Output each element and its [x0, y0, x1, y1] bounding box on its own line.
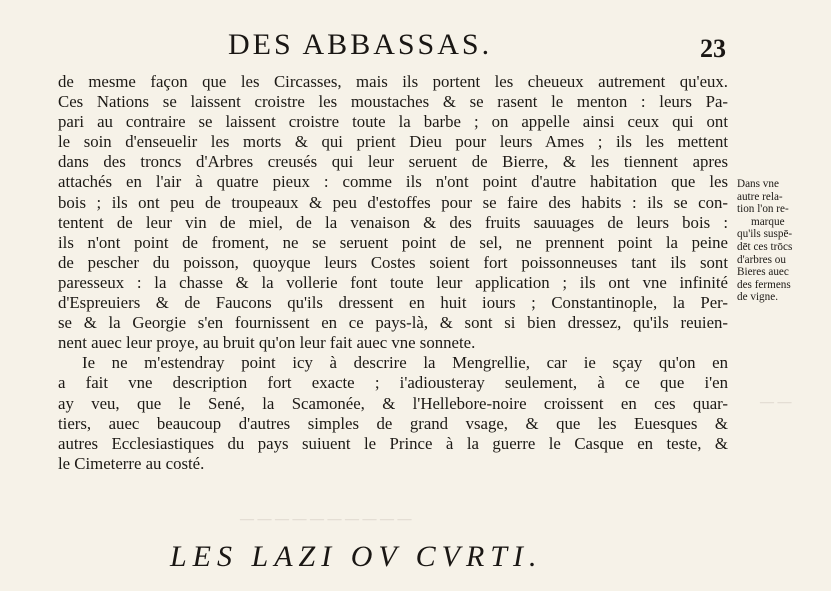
show-through-texture: — — — — — — — — — —	[240, 512, 412, 527]
text-line: paresseux : la chasse & la vollerie font toute leur application ; ils ont vne infinité	[58, 272, 728, 292]
text-line: de pescher du poisson, quoyque leurs Costes soient fort poissonneuses tant ils sont	[58, 252, 728, 272]
text-line: a fait vne description fort exacte ; i'adiousteray seulement, à ce que i'en	[58, 373, 728, 393]
margin-note-line: de vigne.	[737, 291, 779, 304]
margin-note	[737, 178, 825, 304]
margin-note-line: dēt ces trōcs	[737, 240, 793, 253]
margin-note-line: Bieres auec	[737, 266, 789, 279]
text-line: attachés en l'air à quatre pieux : comme ils n'ont point d'autre habitation que les	[58, 172, 728, 192]
text-line: pari au contraire se laissent croistre toute la barbe ; on appelle ainsi ceux qui ont	[58, 112, 728, 132]
text-line: tentent de leur vin de miel, de la venaison & des fruits sauuages de leurs bois :	[58, 212, 728, 232]
text-line: se & la Georgie s'en fournissent en ce pays-là, & sont si bien dressez, qu'ils reuien-	[58, 313, 728, 333]
text-line: Ces Nations se laissent croistre les moustaches & se rasent le menton : leurs Pa-	[58, 92, 728, 112]
body-text	[58, 72, 728, 474]
margin-note-line: d'arbres ou	[737, 253, 786, 266]
margin-note-line: qu'ils suspē-	[737, 228, 793, 241]
margin-note-line: marque	[751, 215, 785, 228]
margin-note-line: autre rela-	[737, 190, 783, 203]
margin-note-line: tion l'on re-	[737, 203, 789, 216]
text-line: d'Espreuiers & de Faucons qu'ils dressent en huit iours ; Constantinople, la Per-	[58, 293, 728, 313]
text-line: de mesme façon que les Circasses, mais ils portent les cheueux autrement qu'eux.	[58, 72, 728, 91]
section-title: LES LAZI OV CVRTI.	[170, 540, 543, 573]
show-through-texture: — —	[760, 395, 792, 410]
margin-note-line: des fermens	[737, 278, 791, 291]
page-number: 23	[700, 34, 726, 63]
text-line: bois ; ils ont peu de troupeaux & peu d'estoffes pour se faire des habits : ils se con-	[58, 192, 728, 212]
text-line: le Cimeterre au costé.	[58, 453, 205, 473]
paragraph-first-line: Ie ne m'estendray point icy à descrire la Mengrellie, car ie sçay qu'on en	[82, 353, 728, 373]
text-line: autres Ecclesiastiques du pays suiuent le Prince à la guerre le Casque en teste, &	[58, 433, 728, 453]
text-line: ay veu, que le Sené, la Scamonée, & l'Hellebore-noire croissent en ces quar-	[58, 393, 728, 413]
running-head: DES ABBASSAS.	[228, 28, 493, 61]
margin-note-line: Dans vne	[737, 178, 779, 190]
text-line: ils n'ont point de froment, ne se seruent point de sel, ne prennent point la peine	[58, 232, 728, 252]
text-line: nent auec leur proye, au bruit qu'on leur fait auec vne sonnete.	[58, 333, 476, 353]
text-line: le soin d'enseuelir les morts & qui prient Dieu pour leurs Ames ; ils les mettent	[58, 132, 728, 152]
text-line: dans des troncs d'Arbres creusés qui leur seruent de Bierre, & les tiennent apres	[58, 152, 728, 172]
text-line: tiers, auec beaucoup d'autres simples de grand vsage, & que les Euesques &	[58, 413, 728, 433]
